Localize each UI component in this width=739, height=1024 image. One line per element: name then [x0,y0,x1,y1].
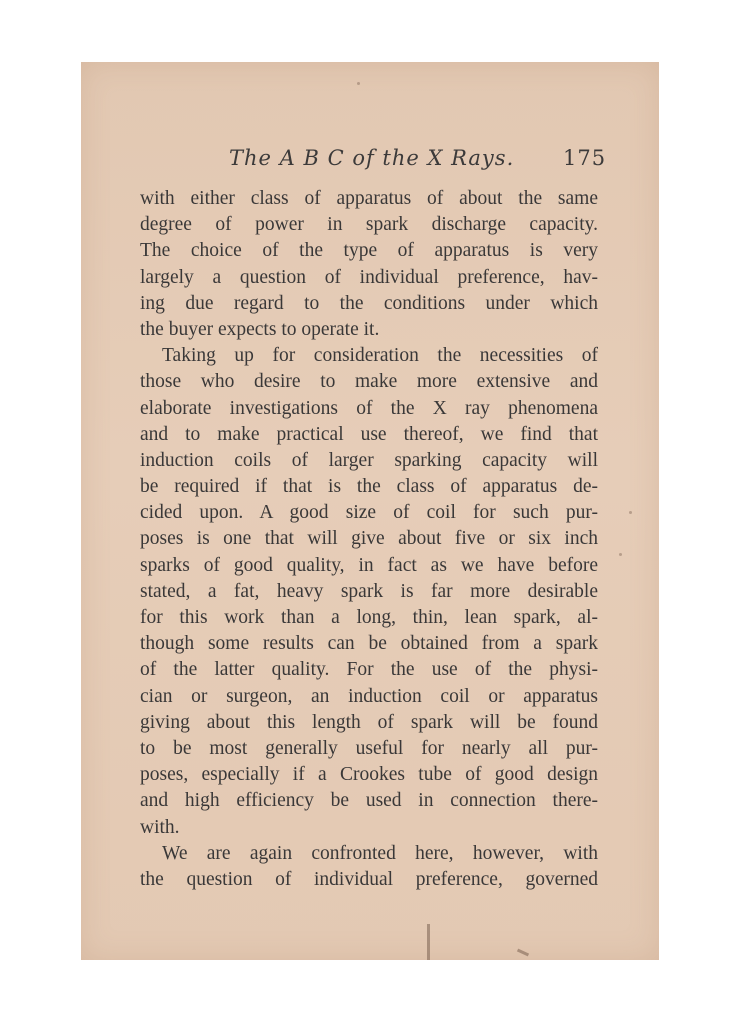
text-line: We are again confronted here, however, with [162,842,598,864]
text-line: stated, a fat, heavy spark is far more desirable [140,580,598,602]
text-line: degree of power in spark discharge capacity. [140,214,598,236]
text-line: with either class of apparatus of about the same [140,188,598,209]
text-line: though some results can be obtained from a spark [140,633,598,655]
text-line: The choice of the type of apparatus is very [140,240,598,262]
paper-speck [619,553,622,556]
text-line: cian or surgeon, an induction coil or apparatus [140,685,598,707]
text-line: and high efficiency be used in connection there- [140,790,598,812]
text-line: be required if that is the class of apparatus de- [140,476,598,498]
text-line: those who desire to make more extensive and [140,371,598,393]
text-line: and to make practical use thereof, we find that [140,423,598,445]
text-line: poses is one that will give about five or six inch [140,528,598,550]
text-line: with. [140,816,180,838]
paper-blemish [517,949,529,957]
text-line: the buyer expects to operate it. [140,318,380,340]
text-line: elaborate investigations of the X ray phenomena [140,397,598,419]
text-line: to be most generally useful for nearly all pur- [140,737,598,759]
page-header [81,146,659,176]
text-line: giving about this length of spark will be found [140,711,598,733]
text-line: poses, especially if a Crookes tube of good design [140,764,598,786]
text-line: for this work than a long, thin, lean spark, al- [140,607,598,628]
text-line: the question of individual preference, governed [140,868,598,890]
text-line: largely a question of individual preference, hav- [140,266,598,288]
paper-blemish [427,924,430,960]
paper-speck [357,82,360,85]
text-line: Taking up for consideration the necessities of [162,345,598,367]
page-body-text [140,186,598,893]
text-line: induction coils of larger sparking capacity will [140,449,598,471]
running-title: The A B C of the X Rays. [229,146,515,170]
text-line: cided upon. A good size of coil for such pur- [140,502,598,524]
text-line: of the latter quality. For the use of the physi- [140,659,598,681]
book-page [81,62,659,960]
paper-speck [629,511,632,514]
text-line: ing due regard to the conditions under which [140,292,598,314]
text-line: sparks of good quality, in fact as we have before [140,554,598,576]
page-number: 175 [563,146,607,170]
